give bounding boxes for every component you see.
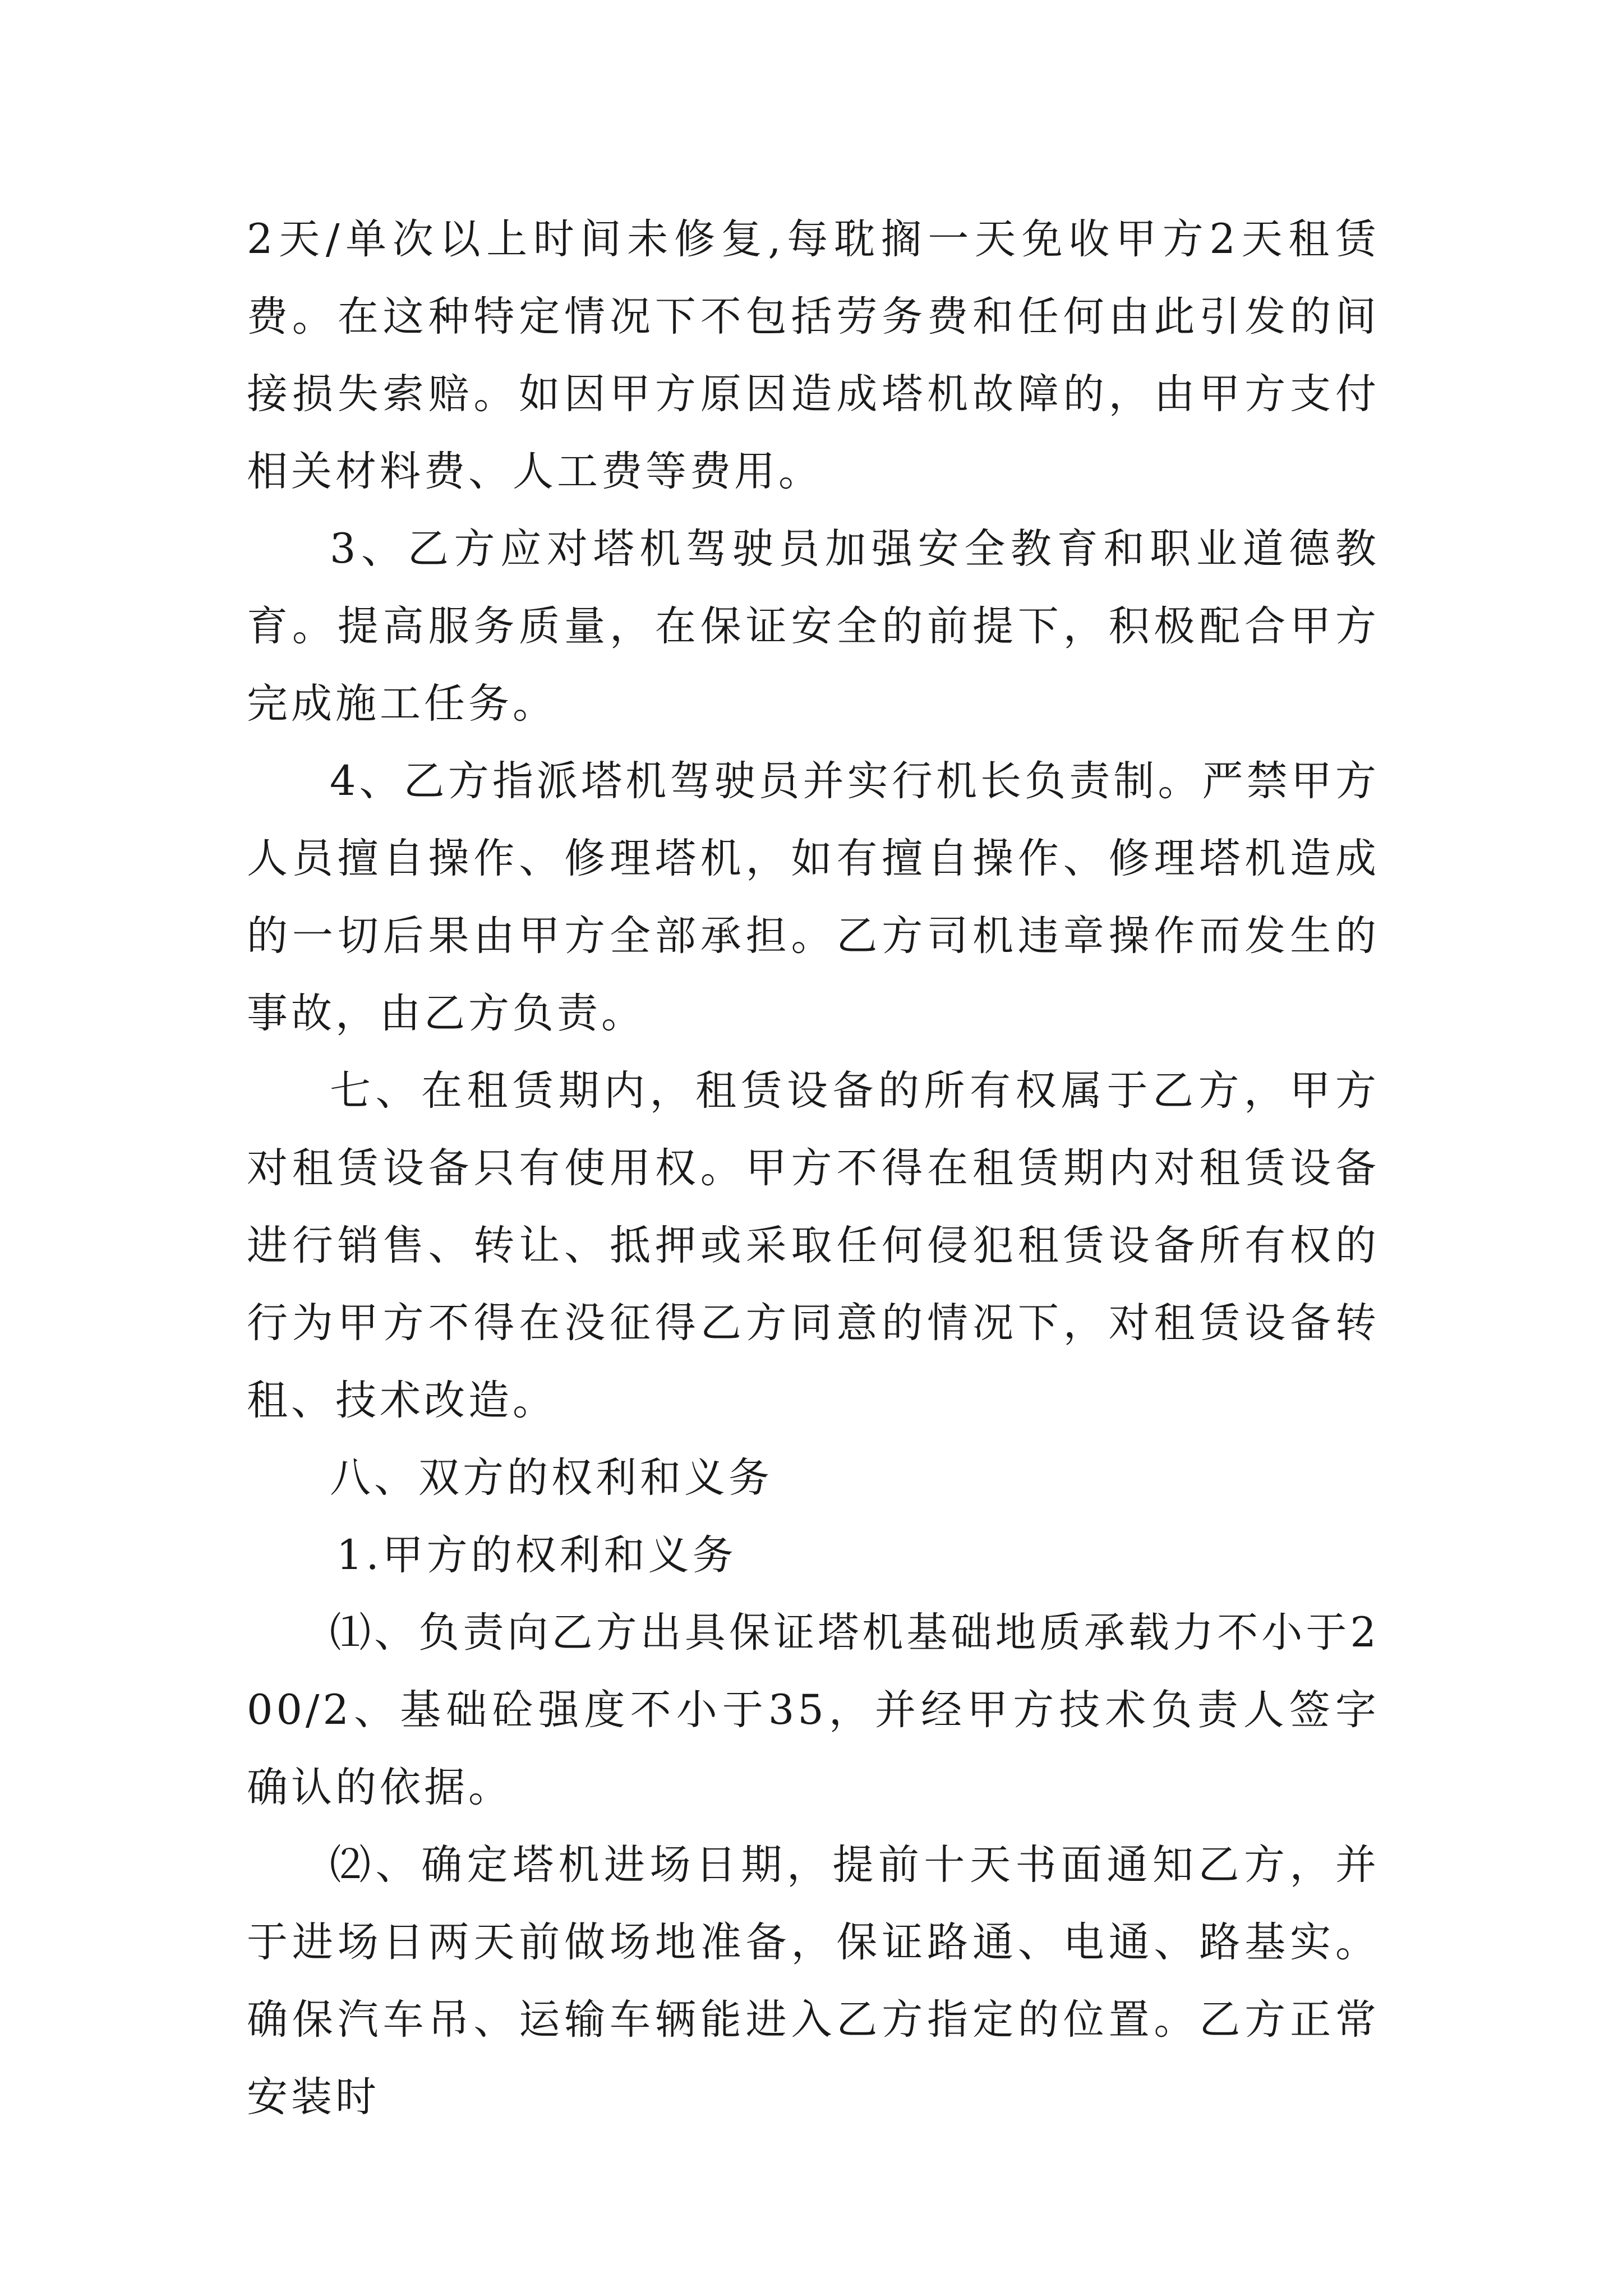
paragraph-sub-2: ⑵、确定塔机进场日期，提前十天书面通知乙方，并于进场日两天前做场地准备，保证路通、电通、路基实。确保汽车吊、运输车辆能进入乙方指定的位置。乙方正常安装时	[247, 1841, 1380, 2121]
heading-party-a-rights: 1.甲方的权利和义务	[336, 1531, 737, 1579]
paragraph-sub-1: ⑴、负责向乙方出具保证塔机基础地质承载力不小于200/2、基础砼强度不小于35，并经甲方技术负责人签字确认的依据。	[247, 1609, 1380, 1811]
paragraph-continuation: 2天/单次以上时间未修复,每耽搁一天免收甲方2天租赁费。在这种特定情况下不包括劳务费和任何由此引发的间接损失索赔。如因甲方原因造成塔机故障的，由甲方支付相关材料费、人工费等费用。	[247, 215, 1380, 495]
paragraph-item-3: 3、乙方应对塔机驾驶员加强安全教育和职业道德教育。提高服务质量，在保证安全的前提下，积极配合甲方完成施工任务。	[247, 525, 1380, 728]
heading-section-8: 八、双方的权利和义务	[330, 1454, 773, 1502]
document-body	[247, 201, 1380, 2136]
paragraph-item-4: 4、乙方指派塔机驾驶员并实行机长负责制。严禁甲方人员擅自操作、修理塔机，如有擅自操作、修理塔机造成的一切后果由甲方全部承担。乙方司机违章操作而发生的事故，由乙方负责。	[247, 757, 1380, 1037]
paragraph-section-7: 七、在租赁期内，租赁设备的所有权属于乙方，甲方对租赁设备只有使用权。甲方不得在租赁期内对租赁设备进行销售、转让、抵押或采取任何侵犯租赁设备所有权的行为甲方不得在没征得乙方同意的情况下，对租赁设备转租、技术改造。	[247, 1067, 1380, 1424]
